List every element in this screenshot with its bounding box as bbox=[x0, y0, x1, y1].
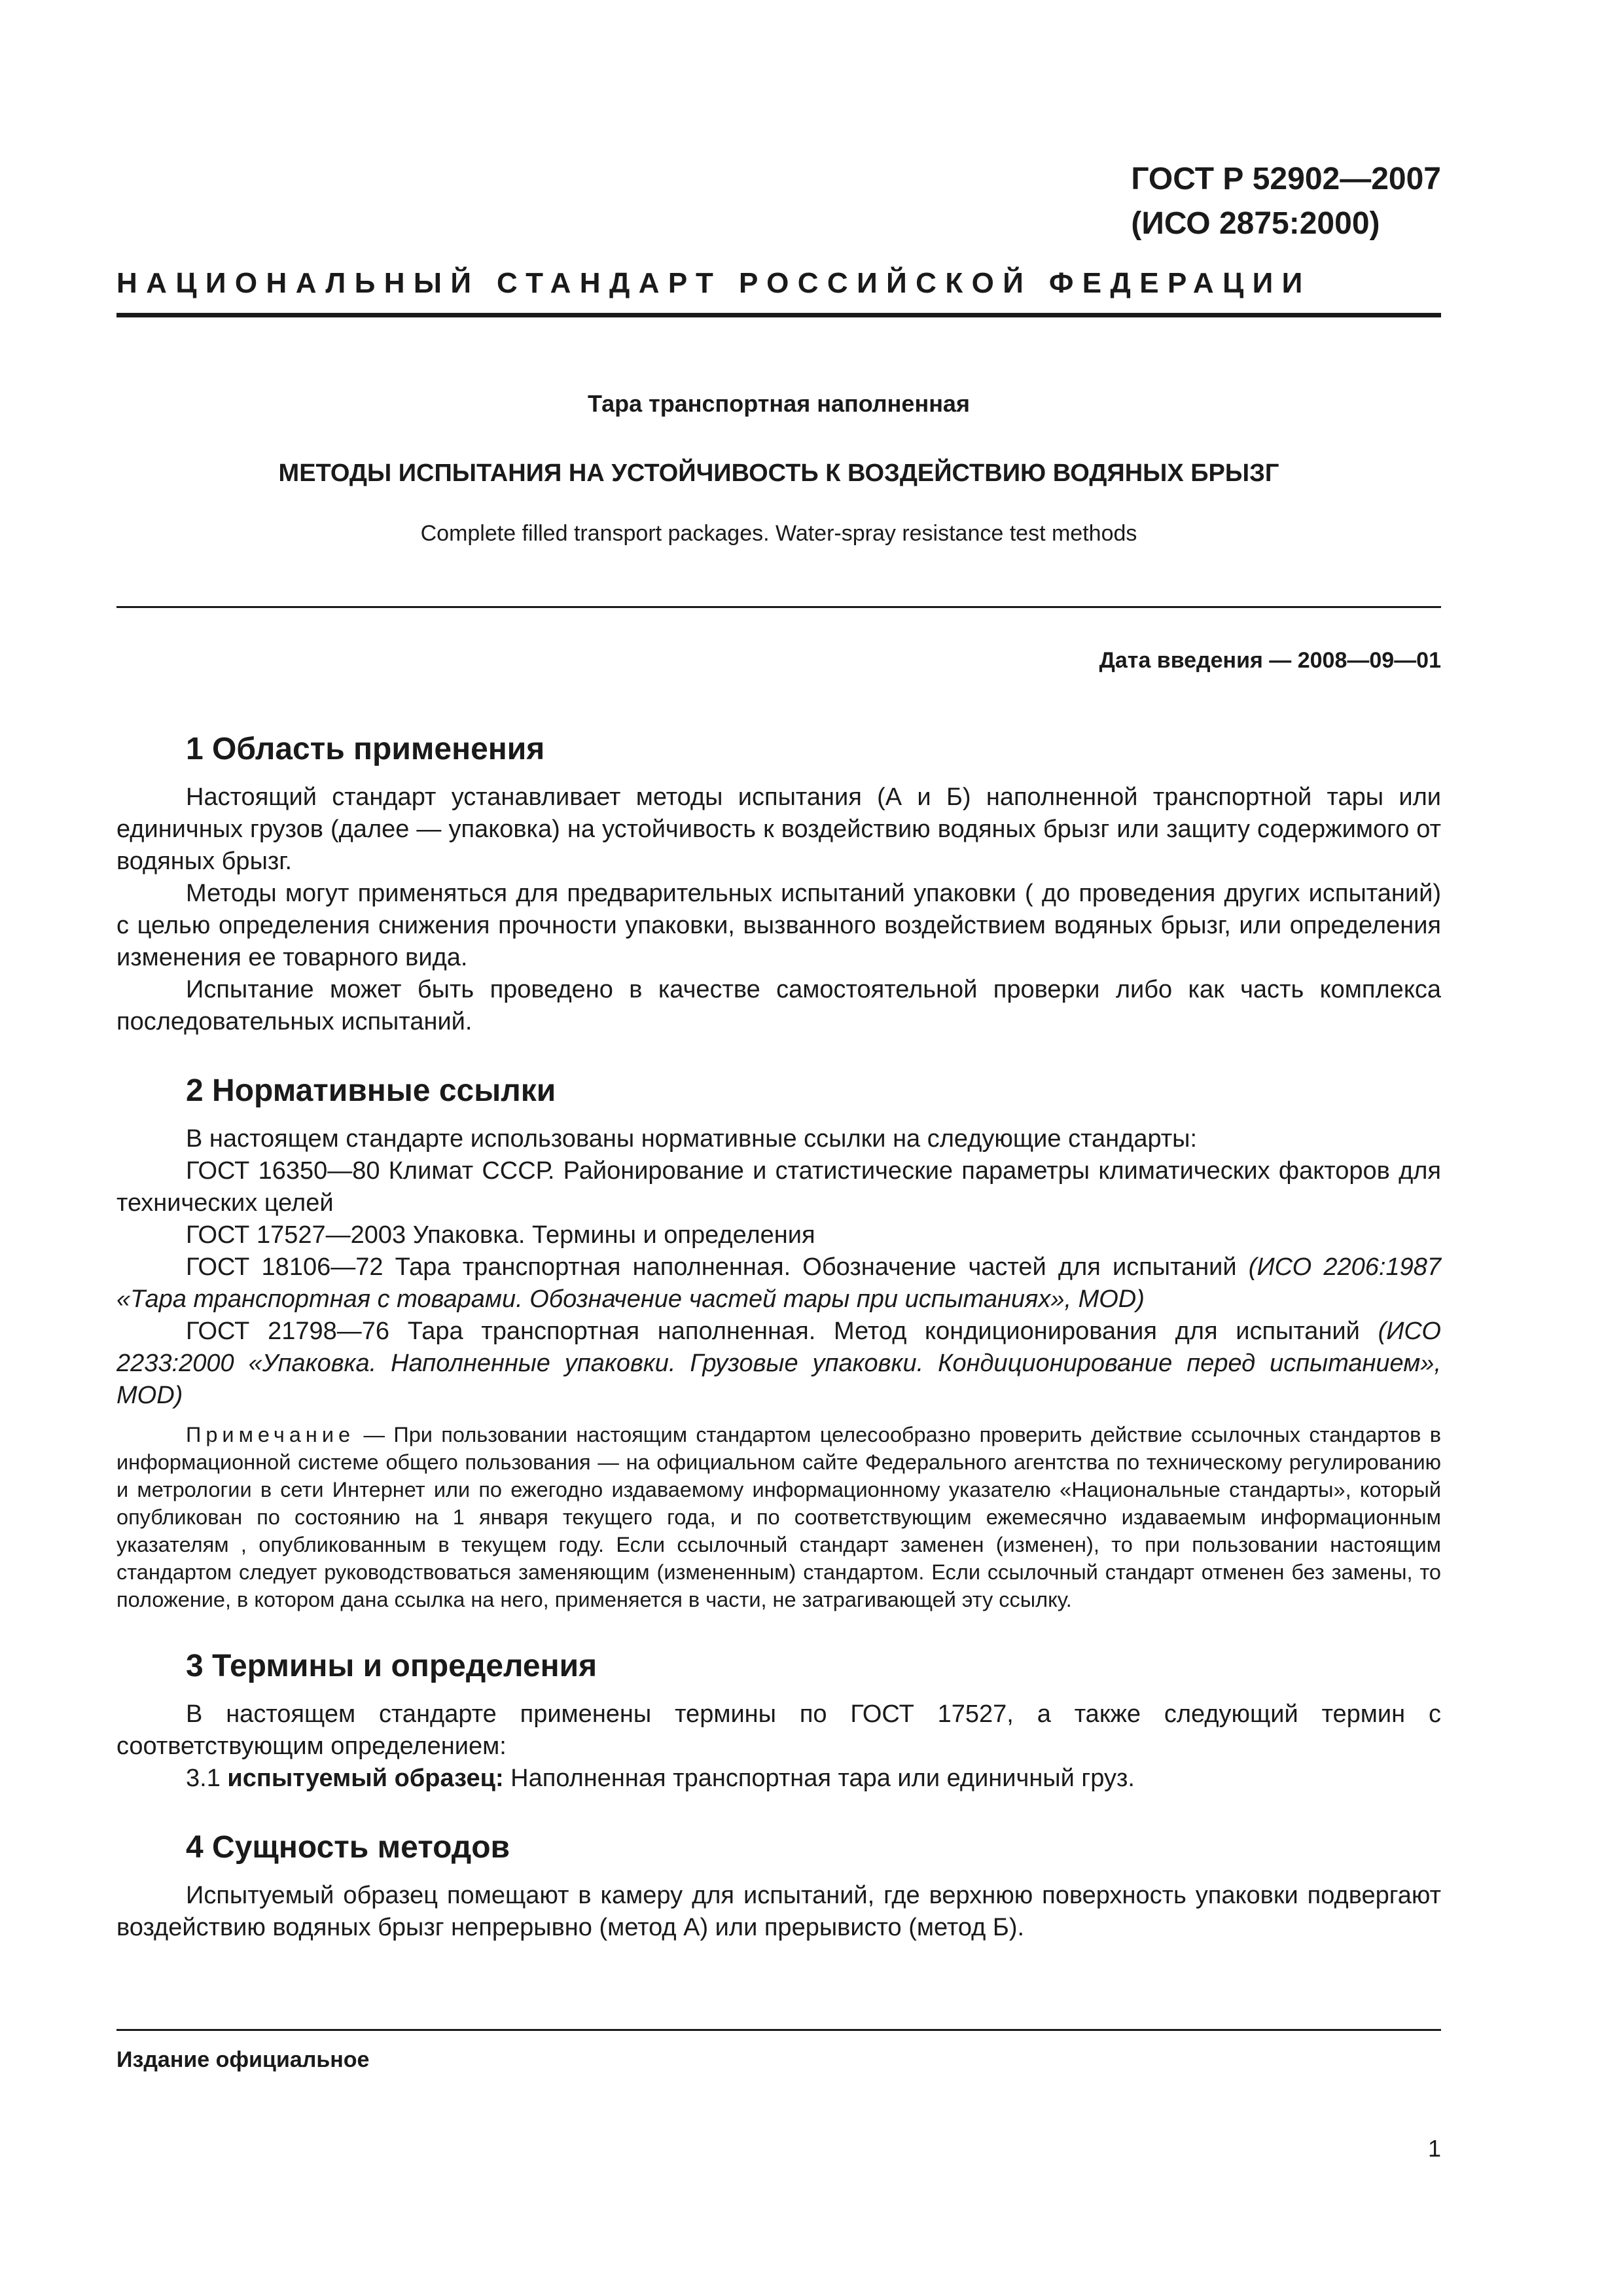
footer-rule bbox=[116, 2029, 1441, 2031]
reference-iso-text: (ИСО 2233:2000 «Упаковка. Наполненные упаковки. Грузовые упаковки. Кондиционирование перед испытанием», MOD) bbox=[116, 1318, 1441, 1409]
note bbox=[116, 1421, 1441, 1613]
paragraph: Испытуемый образец помещают в камеру для испытаний, где верхнюю поверхность упаковки подвергают воздействию водяных брызг непрерывно (метод А) или прерывисто (метод Б). bbox=[116, 1882, 1441, 1941]
reference-text: ГОСТ 21798—76 Тара транспортная наполненная. Метод кондиционирования для испытаний bbox=[186, 1318, 1378, 1345]
paragraph: В настоящем стандарте применены термины по ГОСТ 17527, а также следующий термин с соответствующим определением: bbox=[116, 1700, 1441, 1760]
section-scope bbox=[116, 726, 1441, 1038]
paragraph: Испытание может быть проведено в качестве самостоятельной проверки либо как часть комплекса последовательных испытаний. bbox=[116, 976, 1441, 1035]
document-subject: Тара транспортная наполненная bbox=[588, 390, 970, 417]
page-number: 1 bbox=[1427, 2135, 1441, 2162]
paragraph: Методы могут применяться для предварительных испытаний упаковки ( до проведения других испытаний) с целью определения снижения прочности упаковки, вызванного воздействием водяных брызг, или определения изменения ее товарного вида. bbox=[116, 880, 1441, 971]
section-heading: 4 Сущность методов bbox=[186, 1830, 510, 1865]
paragraph: Настоящий стандарт устанавливает методы испытания (А и Б) наполненной транспортной тары или единичных грузов (далее — упаковка) на устойчивость к воздействию водяных брызг или защиту содержимого от водяных брызг. bbox=[116, 783, 1441, 875]
document-main-title: МЕТОДЫ ИСПЫТАНИЯ НА УСТОЙЧИВОСТЬ К ВОЗДЕЙСТВИЮ ВОДЯНЫХ БРЫЗГ bbox=[278, 459, 1279, 487]
reference-item bbox=[116, 1316, 1441, 1412]
section-heading: 1 Область применения bbox=[186, 732, 545, 766]
national-standard-title: НАЦИОНАЛЬНЫЙ СТАНДАРТ РОССИЙСКОЙ ФЕДЕРАЦИИ bbox=[116, 267, 1311, 299]
reference-item: ГОСТ 16350—80 Климат СССР. Районирование и статистические параметры климатических факторов для технических целей bbox=[116, 1157, 1441, 1217]
term-label: испытуемый образец: bbox=[227, 1765, 504, 1792]
gost-number: ГОСТ Р 52902—2007 bbox=[1131, 162, 1441, 196]
term-number: 3.1 bbox=[186, 1765, 228, 1792]
paragraph: В настоящем стандарте использованы нормативные ссылки на следующие стандарты: bbox=[186, 1125, 1198, 1153]
reference-iso-text: (ИСО 2206:1987 «Тара транспортная с товарами. Обозначение частей тары при испытаниях», MOD) bbox=[116, 1253, 1441, 1313]
document-english-title: Complete filled transport packages. Water-spray resistance test methods bbox=[420, 521, 1137, 546]
document-number-block bbox=[1131, 157, 1441, 246]
introduction-date: Дата введения — 2008—09—01 bbox=[1099, 648, 1441, 673]
document-body bbox=[116, 726, 1441, 1944]
note-label: Примечание bbox=[186, 1423, 355, 1446]
section-heading: 3 Термины и определения bbox=[186, 1649, 597, 1683]
reference-item: ГОСТ 17527—2003 Упаковка. Термины и определения bbox=[186, 1221, 815, 1249]
reference-item bbox=[116, 1251, 1441, 1316]
section-method-essence bbox=[116, 1825, 1441, 1944]
iso-number: (ИСО 2875:2000) bbox=[1131, 206, 1380, 241]
official-edition-label: Издание официальное bbox=[116, 2047, 370, 2072]
header-rule bbox=[116, 313, 1441, 317]
section-terms bbox=[116, 1643, 1441, 1795]
section-heading: 2 Нормативные ссылки bbox=[186, 1073, 556, 1108]
term-definition bbox=[116, 1763, 1441, 1795]
reference-text: ГОСТ 18106—72 Тара транспортная наполненная. Обозначение частей для испытаний bbox=[186, 1253, 1249, 1281]
section-normative-references bbox=[116, 1068, 1441, 1613]
term-text: Наполненная транспортная тара или единичный груз. bbox=[503, 1765, 1135, 1792]
title-rule bbox=[116, 606, 1441, 608]
note-text: — При пользовании настоящим стандартом целесообразно проверить действие ссылочных стандартов в информационной системе общего пользования — на официальном сайте Федерального агентства по техническому регулированию и метрологии в сети Интернет или по ежегодно издаваемому информационному указателю «Национальные стандарты», который опубликован по состоянию на 1 января текущего года, и по соответствующим ежемесячно издаваемым информационным указателям , опубликованным в текущем году. Если ссылочный стандарт заменен (изменен), то при пользовании настоящим стандартом следует руководствоваться заменяющим (измененным) стандартом. Если ссылочный стандарт отменен без замены, то положение, в котором дана ссылка на него, применяется в части, не затрагивающей эту ссылку. bbox=[116, 1423, 1441, 1611]
